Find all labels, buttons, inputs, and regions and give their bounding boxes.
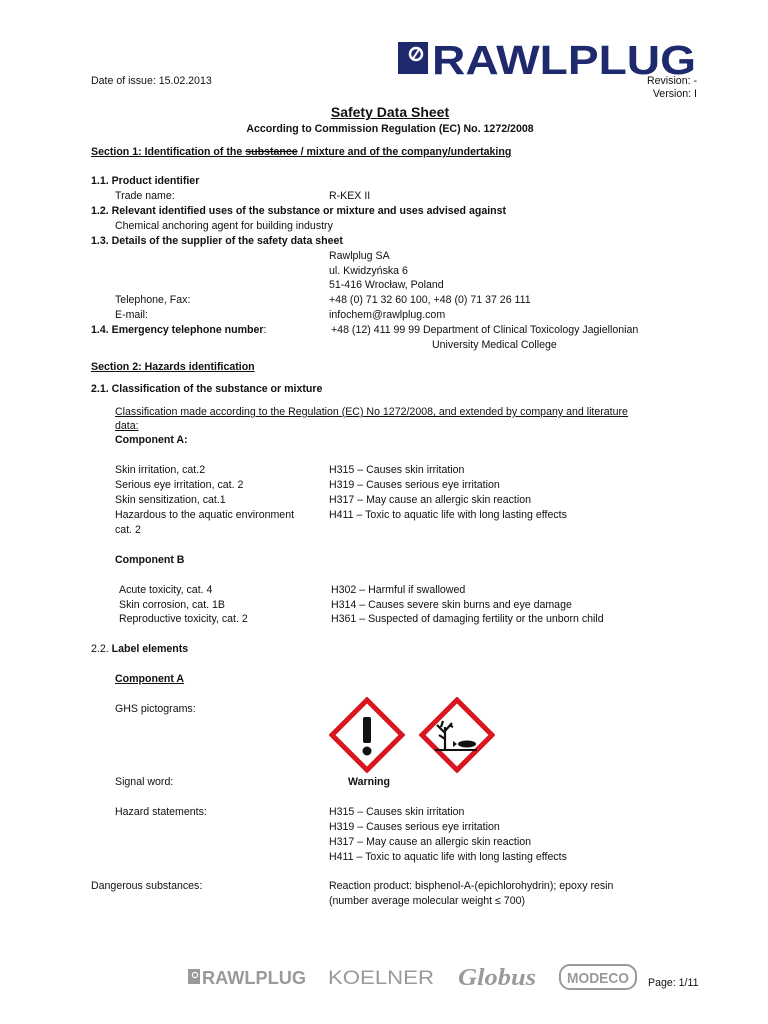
s22-num: 2.2. (91, 643, 109, 655)
section1-heading-strike: substance (245, 146, 298, 158)
s22-label (91, 643, 188, 655)
s14-num: 1.4. (91, 324, 109, 336)
supplier-line3: 51-416 Wrocław, Poland (329, 279, 444, 291)
hazard-statements-label: Hazard statements: (115, 806, 207, 818)
signal-word-value: Warning (348, 776, 390, 788)
s12-text: Chemical anchoring agent for building industry (115, 220, 333, 232)
section1-heading (91, 146, 511, 158)
compA-row-code: H411 – Toxic to aquatic life with long lasting effects (329, 509, 567, 521)
footer-globus-logo (458, 961, 540, 996)
compA-row-code: H315 – Causes skin irritation (329, 464, 465, 476)
version: Version: I (652, 88, 697, 100)
compB-row-code: H302 – Harmful if swallowed (331, 584, 466, 596)
compA-row-cont: cat. 2 (115, 524, 141, 536)
environment-hazard-icon (419, 697, 495, 776)
email-value: infochem@rawlplug.com (329, 309, 446, 321)
compA-row-code: H319 – Causes serious eye irritation (329, 479, 500, 491)
compA-row-name: Serious eye irritation, cat. 2 (115, 479, 244, 491)
compA-row-code: H317 – May cause an allergic skin reaction (329, 494, 531, 506)
section1-heading-post: / mixture and of the company/undertaking (297, 146, 512, 158)
compB-row-code: H314 – Causes severe skin burns and eye damage (331, 599, 572, 611)
exclamation-mark-icon (329, 697, 405, 776)
s13-label: 1.3. Details of the supplier of the safety data sheet (91, 235, 343, 247)
page-title: Safety Data Sheet (330, 104, 450, 120)
compA-row-name: Hazardous to the aquatic environment (115, 509, 295, 521)
component-a-label: Component A: (115, 434, 188, 446)
dangerous-substances-line2: (number average molecular weight ≤ 700) (329, 895, 526, 907)
page-subtitle: According to Commission Regulation (EC) No. 1272/2008 (246, 123, 534, 135)
section2-heading: Section 2: Hazards identification (91, 361, 255, 373)
trade-name-label: Trade name: (115, 190, 175, 202)
s22-component-a: Component A (115, 673, 185, 685)
s12-label: 1.2. Relevant identified uses of the substance or mixture and uses advised against (91, 205, 507, 217)
classification-line1: Classification made according to the Regulation (EC) No 1272/2008, and extended by company and literature (115, 406, 628, 418)
revision: Revision: - (646, 75, 697, 87)
component-b-label: Component B (115, 554, 185, 566)
s14-text: Emergency telephone number (111, 324, 264, 336)
phone-value: +48 (0) 71 32 60 100, +48 (0) 71 37 26 111 (329, 294, 531, 306)
email-label: E-mail: (115, 309, 148, 321)
classification-line2: data: (115, 420, 139, 432)
hazard-statement: H411 – Toxic to aquatic life with long lasting effects (329, 851, 567, 863)
supplier-line2: ul. Kwidzyńska 6 (329, 265, 408, 277)
s14-value-line1: +48 (12) 411 99 99 Department of Clinical Toxicology Jagiellonian (331, 324, 639, 336)
footer-brand4-text: MODECO (567, 970, 630, 987)
compB-row-name: Acute toxicity, cat. 4 (119, 584, 213, 596)
dangerous-substances-line1: Reaction product: bisphenol-A-(epichlorohydrin); epoxy resin (329, 880, 614, 892)
s11-label: 1.1. Product identifier (91, 175, 200, 187)
hazard-statement: H317 – May cause an allergic skin reaction (329, 836, 531, 848)
s14-value-line2: University Medical College (432, 339, 557, 351)
logo-text: RAWLPLUG (432, 38, 696, 78)
footer-brand1-text: RAWLPLUG (202, 968, 306, 988)
footer-modeco-logo (559, 964, 637, 993)
supplier-line1: Rawlplug SA (329, 250, 390, 262)
compB-row-code: H361 – Suspected of damaging fertility or the unborn child (331, 613, 604, 625)
hazard-statement: H315 – Causes skin irritation (329, 806, 465, 818)
footer-brand2-text: KOELNER (328, 968, 434, 988)
s14-colon: : (263, 324, 267, 336)
compB-row-name: Reproductive toxicity, cat. 2 (119, 613, 248, 625)
phone-label: Telephone, Fax: (115, 294, 191, 306)
ghs-label: GHS pictograms: (115, 703, 196, 715)
dangerous-substances-label: Dangerous substances: (91, 880, 203, 892)
trade-name-value: R-KEX II (329, 190, 371, 202)
s14-label (91, 324, 266, 336)
compA-row-name: Skin irritation, cat.2 (115, 464, 206, 476)
footer-brand3-text: Globus (458, 965, 536, 991)
s22-text: Label elements (111, 643, 189, 655)
page-number: Page: 1/11 (648, 977, 699, 989)
section1-heading-pre: Section 1: Identification of the (91, 146, 246, 158)
compB-row-name: Skin corrosion, cat. 1B (119, 599, 225, 611)
date-of-issue: Date of issue: 15.02.2013 (91, 75, 212, 87)
footer-rawlplug-logo (188, 966, 308, 991)
footer-koelner-logo (328, 966, 436, 991)
signal-word-label: Signal word: (115, 776, 174, 788)
hazard-statement: H319 – Causes serious eye irritation (329, 821, 500, 833)
s21-label: 2.1. Classification of the substance or mixture (91, 383, 323, 395)
compA-row-name: Skin sensitization, cat.1 (115, 494, 226, 506)
